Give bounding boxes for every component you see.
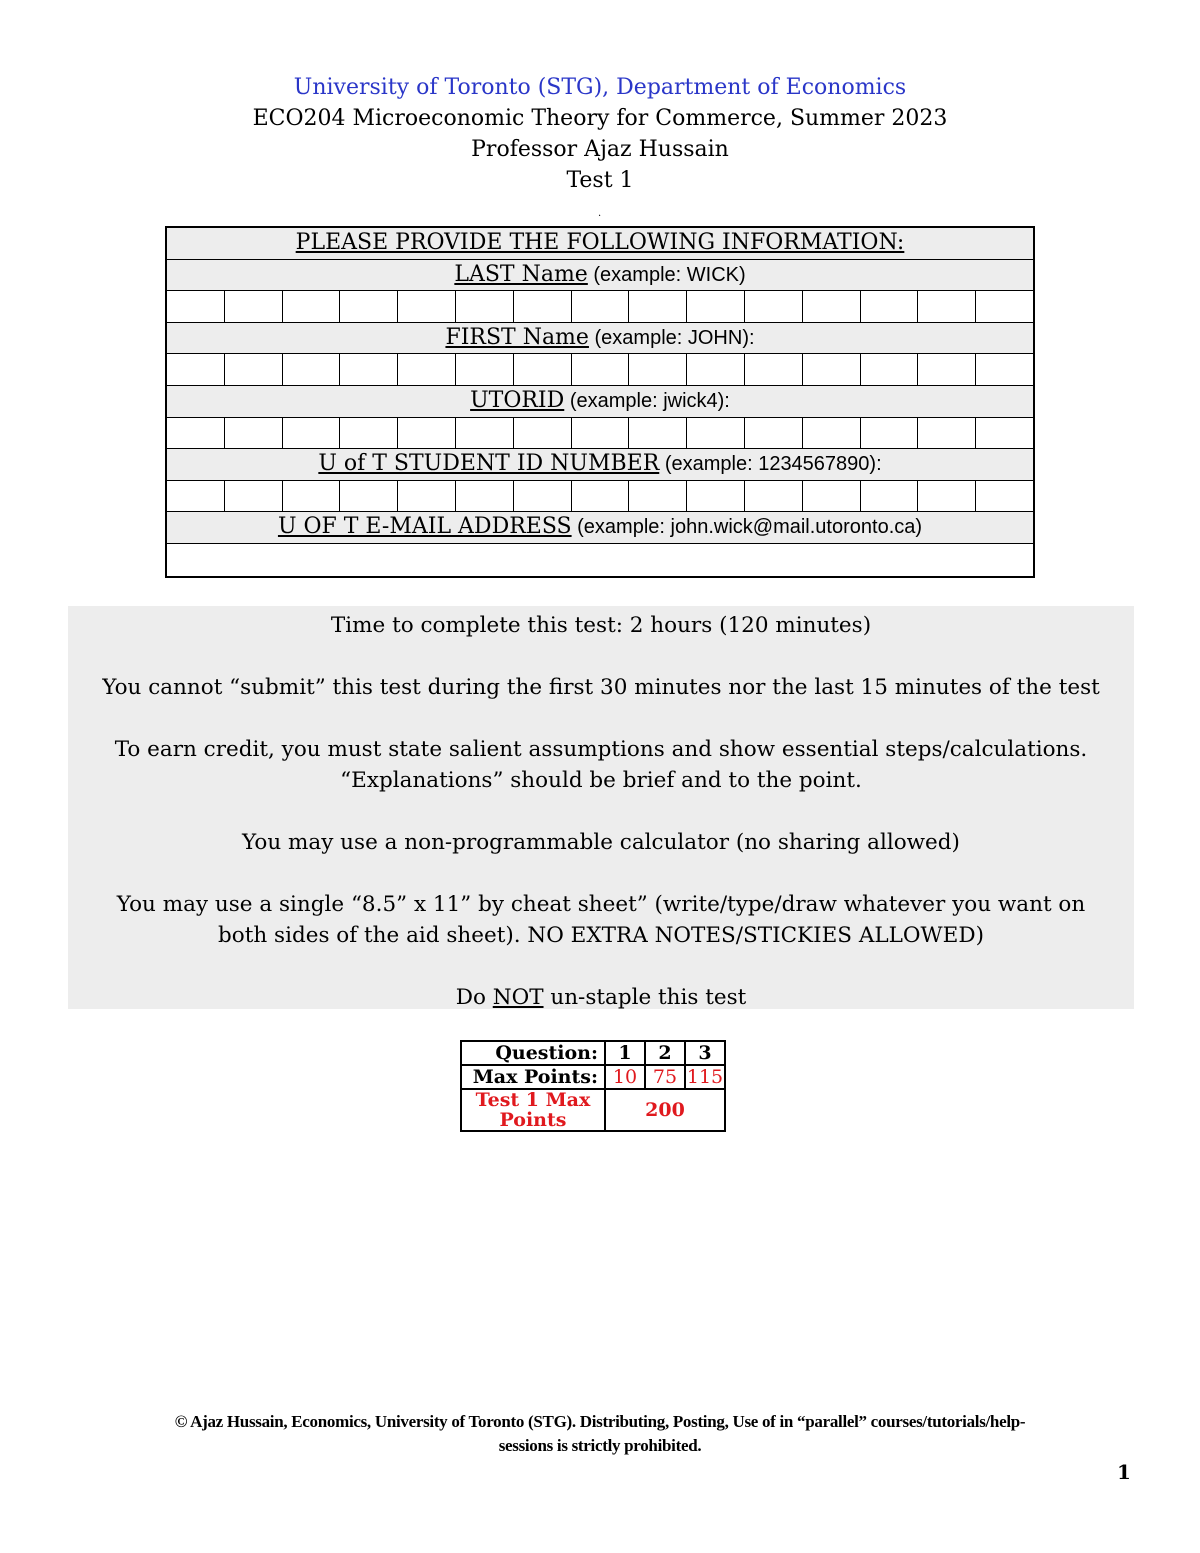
question-row: [461, 1041, 725, 1065]
max-points-label: Max Points:: [461, 1065, 605, 1089]
document-header: [0, 72, 1200, 196]
not-emphasis: NOT: [492, 985, 544, 1010]
last-name-example: (example: WICK): [587, 263, 746, 286]
last-name-label-row: [167, 260, 1033, 292]
max-points-row: [461, 1065, 725, 1089]
total-label: Test 1 Max Points: [461, 1089, 605, 1131]
staple-instruction: Do NOT un-staple this test: [455, 985, 747, 1010]
instructions-box: [68, 606, 1134, 1009]
student-id-boxes[interactable]: [167, 481, 1033, 513]
submit-instruction: You cannot “submit” this test during the first 30 minutes nor the last 15 minutes of the test: [102, 675, 1100, 700]
form-title: PLEASE PROVIDE THE FOLLOWING INFORMATION:: [295, 230, 905, 255]
question-label: Question:: [461, 1041, 605, 1065]
first-name-label-row: [167, 323, 1033, 355]
last-name-boxes[interactable]: [167, 291, 1033, 323]
credit-instruction-1: To earn credit, you must state salient assumptions and show essential steps/calculations.: [114, 737, 1088, 762]
email-field[interactable]: [167, 544, 1033, 576]
stray-dot: .: [598, 208, 602, 219]
page-number: 1: [1117, 1460, 1131, 1484]
professor-name: Professor Ajaz Hussain: [471, 137, 729, 162]
university-line: University of Toronto (STG), Department of Economics: [293, 75, 907, 100]
copyright-footer: [0, 1410, 1200, 1458]
email-example: (example: john.wick@mail.utoronto.ca): [571, 516, 923, 539]
utorid-example: (example: jwick4):: [564, 389, 730, 412]
first-name-example: (example: JOHN):: [588, 326, 755, 349]
cheat-sheet-instruction-2: both sides of the aid sheet). NO EXTRA NOTES/STICKIES ALLOWED): [218, 923, 984, 948]
max-points-q1: 10: [605, 1065, 645, 1089]
footer-line-2: sessions is strictly prohibited.: [498, 1436, 702, 1455]
student-id-label-row: [167, 449, 1033, 481]
credit-instruction-2: “Explanations” should be brief and to the point.: [340, 768, 862, 793]
utorid-label: UTORID: [470, 387, 565, 413]
email-label: U OF T E-MAIL ADDRESS: [277, 514, 572, 540]
question-1: 1: [605, 1041, 645, 1065]
max-points-q3: 115: [686, 1066, 724, 1088]
total-points: 200: [605, 1089, 725, 1131]
question-3: 3: [685, 1041, 725, 1065]
total-row: [461, 1089, 725, 1131]
calculator-instruction: You may use a non-programmable calculator (no sharing allowed): [242, 830, 960, 855]
cheat-sheet-instruction-1: You may use a single “8.5” x 11” by cheat sheet” (write/type/draw whatever you want on: [116, 892, 1086, 917]
test-title: Test 1: [566, 168, 634, 193]
points-table: [460, 1040, 726, 1132]
max-points-q2: 75: [645, 1065, 685, 1089]
utorid-label-row: [167, 386, 1033, 418]
student-info-form: [165, 226, 1035, 578]
footer-line-1: © Ajaz Hussain, Economics, University of Toronto (STG). Distributing, Posting, Use of in “parallel” courses/tutorials/help-: [174, 1412, 1026, 1431]
student-id-example: (example: 1234567890):: [659, 453, 882, 476]
utorid-boxes[interactable]: [167, 418, 1033, 450]
last-name-label: LAST Name: [454, 261, 588, 287]
form-title-row: [167, 228, 1033, 260]
student-id-label: U of T STUDENT ID NUMBER: [318, 451, 660, 477]
first-name-boxes[interactable]: [167, 354, 1033, 386]
first-name-label: FIRST Name: [445, 324, 589, 350]
email-label-row: [167, 512, 1033, 544]
question-2: 2: [645, 1041, 685, 1065]
time-instruction: Time to complete this test: 2 hours (120 minutes): [330, 613, 872, 638]
course-title: ECO204 Microeconomic Theory for Commerce, Summer 2023: [252, 106, 948, 131]
